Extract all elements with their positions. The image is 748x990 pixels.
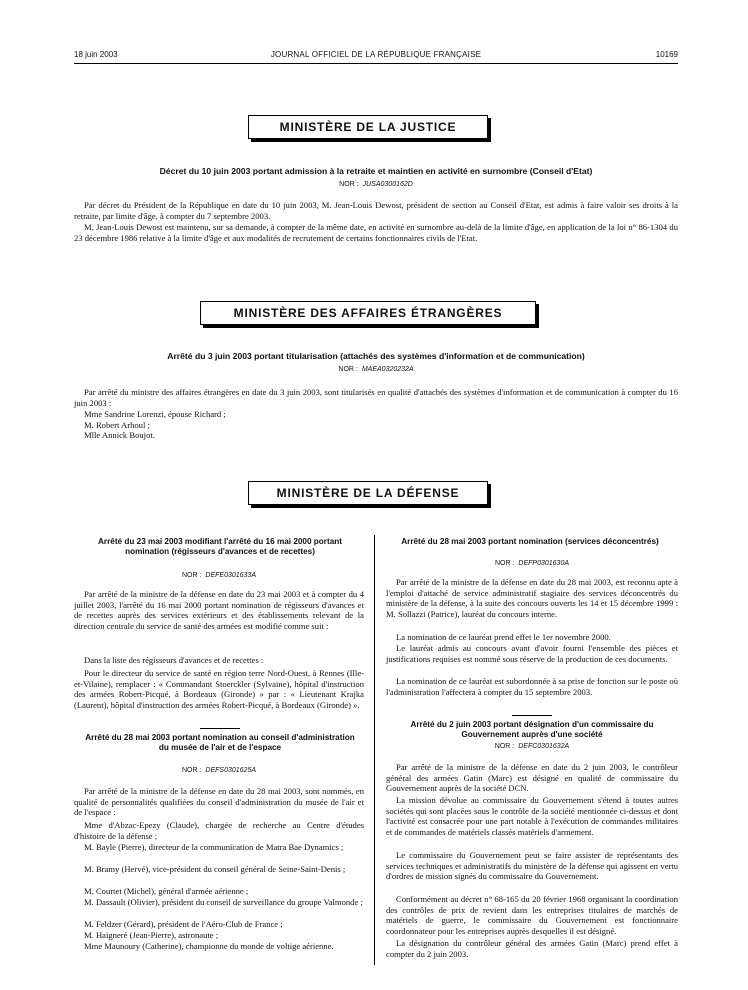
defense-arrete-2-member-6: M. Feldzer (Gérard), président de l'Aéro-Club de France ; (84, 919, 283, 929)
defense-arrete-2-member-5: M. Dassault (Olivier), président du conseil de surveillance du groupe Valmonde ; (84, 897, 363, 907)
defense-arrete-4-title: Arrêté du 2 juin 2003 portant désignation d'un commissaire du Gouvernement auprès d'une société (410, 720, 654, 739)
list-item: Mme Sandrine Lorenzi, épouse Richard ; (84, 409, 226, 419)
defense-arrete-4-paragraph-1: Par arrêté de la ministre de la défense en date du 2 juin 2003, le contrôleur général des armées Gatin (Marc) est désigné en qualité de commissaire du Gouvernement auprès de la société DCN. (386, 762, 678, 794)
defense-arrete-4-paragraph-5: La désignation du contrôleur général des armées Gatin (Marc) prend effet à compter du 2 juin 2003. (386, 938, 678, 959)
header-journal-title: JOURNAL OFFICIEL DE LA RÉPUBLIQUE FRANÇAISE (270, 50, 482, 59)
column-separator (374, 535, 375, 965)
defense-arrete-3-title: Arrêté du 28 mai 2003 portant nomination (services déconcentrés) (401, 537, 659, 546)
defense-arrete-2-paragraph-1: Par arrêté de la ministre de la défense en date du 28 mai 2003, sont nommés, en qualité de personnalités qualifiées du conseil d'administration du musée de l'air et de l'espace : (74, 786, 364, 818)
defense-arrete-1-paragraph-1: Par arrêté de la ministre de la défense en date du 23 mai 2003 et à compter du 4 juillet 2003, l'arrêté du 16 mai 2000 portant nomination de régisseurs d'avances et de recettes auprès des services extérieurs et des établissements relevant de la direction centrale du service de santé des armées est modifié comme suit : (74, 589, 364, 631)
nor-code: DEFE0301633A (205, 572, 257, 579)
defense-arrete-3-nor (386, 560, 678, 567)
defense-arrete-3-paragraph-4: La nomination de ce lauréat est subordonnée à sa prise de fonction sur le poste où l'administration l'affectera à compter du 15 septembre 2003. (386, 676, 678, 697)
header-page-number: 10169 (655, 50, 678, 59)
defense-arrete-4-paragraph-3: Le commissaire du Gouvernement peut se faire assister de représentants des services techniques et administratifs du ministère de la défense qui agissent en vertu d'ordres de mission signés du commissaire du Gouvernement. (386, 850, 678, 882)
defense-arrete-4-paragraph-4: Conformément au décret n° 68-165 du 20 février 1968 organisant la coordination des contrôles de prix de revient dans les entreprises titulaires de marchés de matériels de guerre, le commissaire du Gouvernement est fonctionnaire coordonnateur pour les entreprises auprès desquelles il est désigné. (386, 894, 678, 936)
defense-arrete-1-paragraph-3: Pour le directeur du service de santé en région terre Nord-Ouest, à Rennes (Ille-et-Vilaine), remplacer : « Commandant Stoerckler (Sylvaine), hôpital d'instruction des armées Robert-Picqué, à Bordeaux (Gironde) » par : « Lieutenant Krajka (Laurent), hôpital d'instruction des armées Robert-Picqué, à Bordeaux (Gironde) ». (74, 668, 364, 710)
defense-arrete-2-member-8: Mme Maunoury (Catherine), championne du monde de voltige aérienne. (84, 941, 334, 951)
header-date: 18 juin 2003 (74, 50, 118, 59)
defense-arrete-1-nor (74, 572, 364, 579)
defense-arrete-4-paragraph-2: La mission dévolue au commissaire du Gouvernement s'étend à toutes autres sociétés qui sont placées sous le contrôle de la société mentionnée ci-dessus et dont l'activité est consacrée pour une part notable à l'exécution de commandes militaires et de commandes de matériels classés matériels d'armement. (386, 795, 678, 837)
defense-arrete-2-title: Arrêté du 28 mai 2003 portant nomination au conseil d'administration du musée de l'air et de l'espace (85, 733, 355, 752)
list-item: Mlle Annick Boujot. (84, 430, 155, 441)
nor-code: DEFS0301625A (205, 767, 257, 774)
page-header (74, 50, 678, 64)
nor-label: NOR : (338, 366, 358, 373)
defense-arrete-2-member-7: M. Haigneré (Jean-Pierre), astronaute ; (84, 930, 219, 940)
header-rule (74, 63, 678, 64)
defense-arrete-3-paragraph-3: Le lauréat admis au concours avant d'avoir fourni l'ensemble des pièces et justifications requises est nommé sous réserve de la production de ces documents. (386, 643, 678, 664)
list-item: M. Robert Arhoul ; (84, 419, 150, 430)
nor-code: DEFC0301632A (518, 743, 570, 750)
defense-arrete-4-nor (386, 743, 678, 750)
affaires-arrete-title: Arrêté du 3 juin 2003 portant titularisation (attachés des systèmes d'information et de communication) (167, 351, 585, 361)
defense-arrete-1-title: Arrêté du 23 mai 2003 modifiant l'arrêté du 16 mai 2000 portant nomination (régisseurs d'avances et de recettes) (97, 537, 343, 556)
nor-code: JUSA0300162D (362, 181, 413, 188)
defense-arrete-2-nor (74, 767, 364, 774)
article-separator (512, 715, 552, 716)
nor-code: DEFP0301630A (518, 560, 570, 567)
ministry-affaires-etrangeres-box: MINISTÈRE DES AFFAIRES ÉTRANGÈRES (200, 301, 536, 325)
defense-arrete-1-paragraph-2: Dans la liste des régisseurs d'avances et de recettes : (84, 655, 264, 665)
affaires-nor (74, 366, 678, 373)
nor-label: NOR : (494, 743, 515, 750)
defense-arrete-3-paragraph-2: La nomination de ce lauréat prend effet le 1er novembre 2000. (396, 632, 611, 642)
nor-label: NOR : (339, 181, 359, 188)
nor-label: NOR : (494, 560, 515, 567)
ministry-defense-box: MINISTÈRE DE LA DÉFENSE (248, 481, 488, 505)
nor-label: NOR : (181, 767, 202, 774)
defense-arrete-2-member-3: M. Bramy (Hervé), vice-président du conseil général de Seine-Saint-Denis ; (84, 864, 346, 874)
affaires-names-list (74, 409, 678, 441)
ministry-justice-box: MINISTÈRE DE LA JUSTICE (248, 115, 488, 139)
justice-paragraph-2: M. Jean-Louis Dewost est maintenu, sur sa demande, à compter de la même date, en activité en surnombre au-delà de la limite d'âge, en application de la loi n° 86-1304 du 23 décembre 1986 relative à la limite d'âge et aux modalités de recrutement de certains fonctionnaires civils de l'Etat. (74, 222, 678, 243)
defense-arrete-2-member-2: M. Bayle (Pierre), directeur de la communication de Matra Bae Dynamics ; (84, 842, 344, 852)
nor-label: NOR : (181, 572, 202, 579)
justice-decree-title: Décret du 10 juin 2003 portant admission à la retraite et maintien en activité en surnombre (Conseil d'Etat) (159, 166, 593, 176)
article-separator (200, 728, 240, 729)
defense-arrete-3-paragraph-1: Par arrêté de la ministre de la défense en date du 28 mai 2003, est reconnu apte à l'emploi d'attaché de service administratif stagiaire des services déconcentrés du ministère de la défense, à la suite des concours ouverts les 14 et 15 décembre 1999 : M. Sollazzi (Patrice), lauréat du concours interne. (386, 577, 678, 619)
defense-arrete-2-member-4: M. Courtet (Michel), général d'armée aérienne ; (84, 886, 249, 896)
justice-nor (74, 181, 678, 188)
defense-arrete-2-member-1: Mme d'Abzac-Epezy (Claude), chargée de recherche au Centre d'études d'histoire de la défense ; (74, 820, 364, 841)
affaires-paragraph: Par arrêté du ministre des affaires étrangères en date du 3 juin 2003, sont titularisés en qualité d'attachés des systèmes d'information et de communication à compter du 16 juin 2003 : (74, 387, 678, 408)
nor-code: MAEA0320232A (361, 366, 414, 373)
justice-paragraph-1: Par décret du Président de la République en date du 10 juin 2003, M. Jean-Louis Dewost, président de section au Conseil d'Etat, est admis à faire valoir ses droits à la retraite, par limite d'âge, à compter du 7 septembre 2003. (74, 200, 678, 221)
